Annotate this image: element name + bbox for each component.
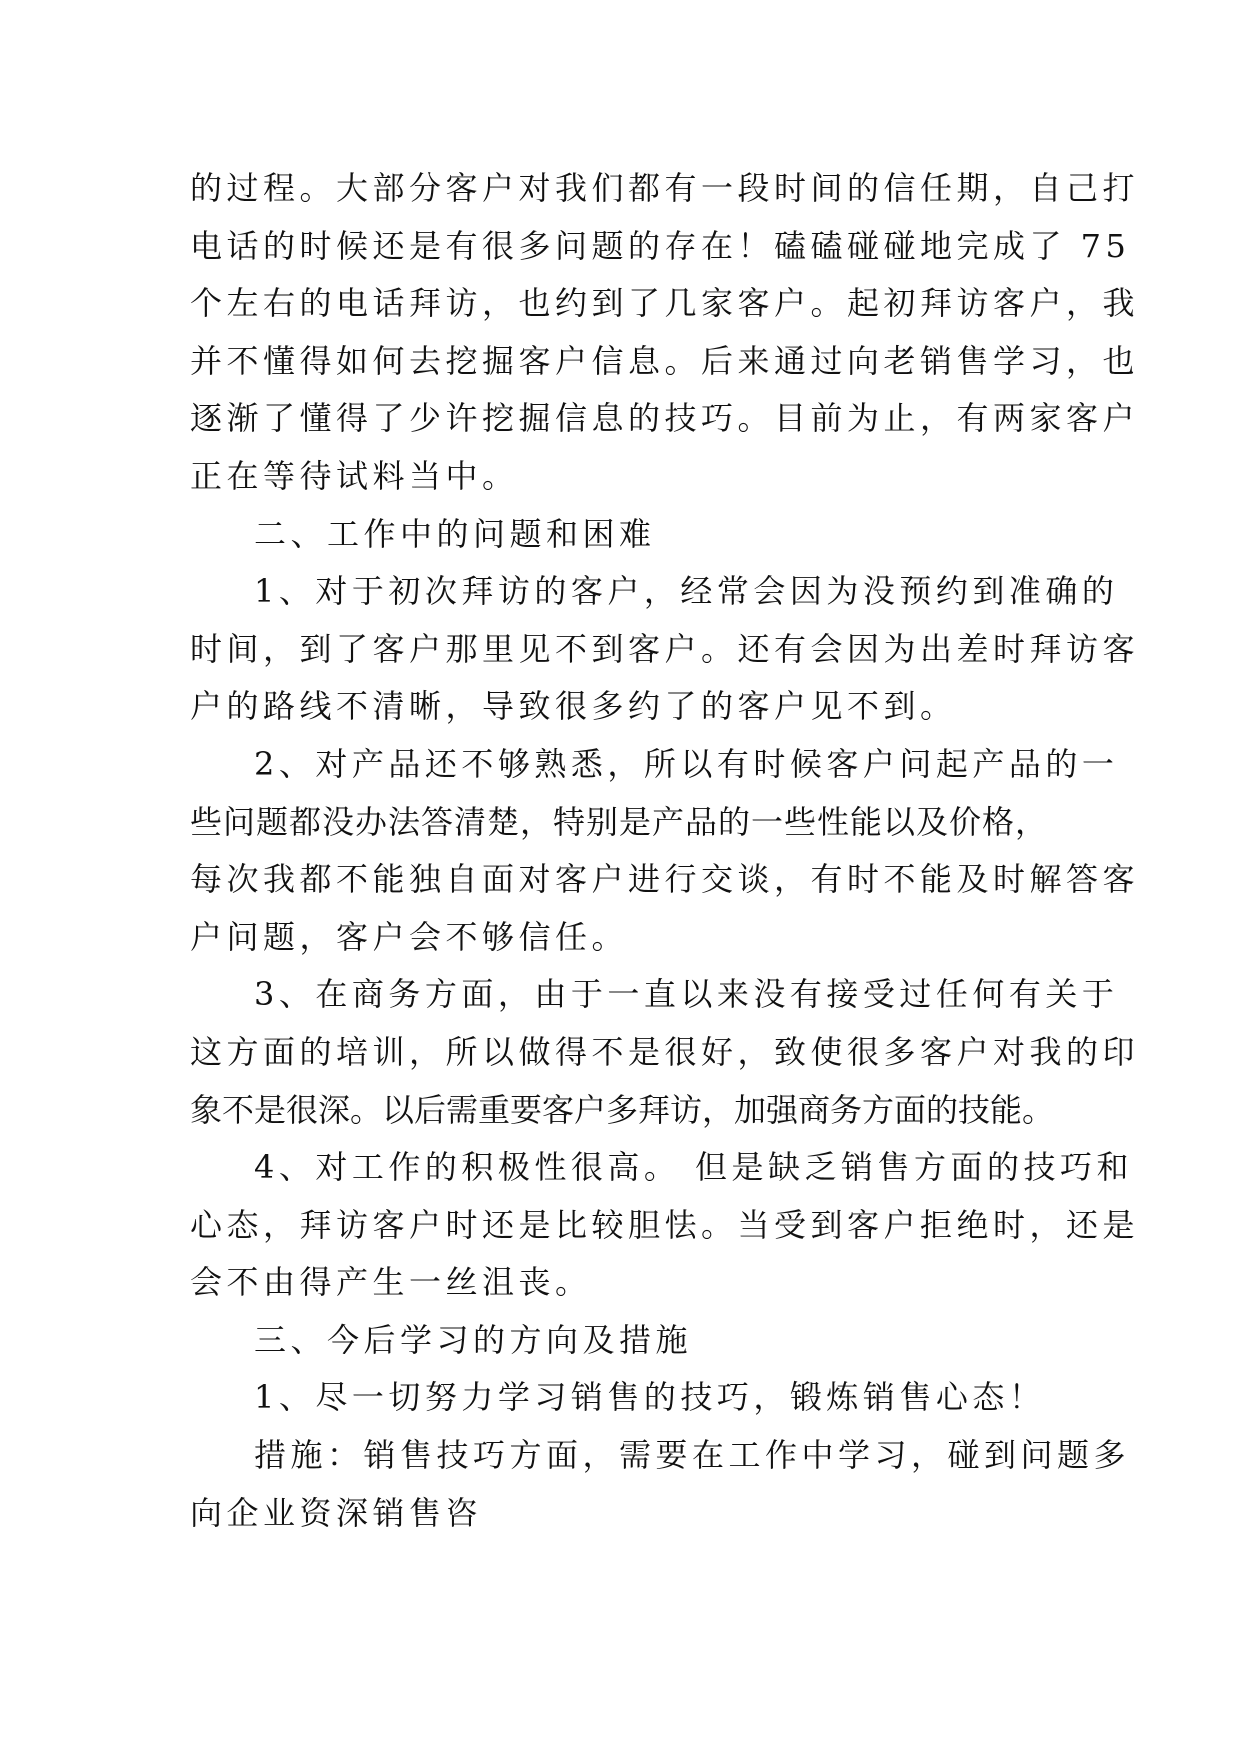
body-line: 每次我都不能独自面对客户进行交谈，有时不能及时解答客	[190, 860, 1140, 899]
body-line: 些问题都没办法答清楚，特别是产品的一些性能以及价格，	[190, 802, 1049, 841]
body-line: 时间，到了客户那里见不到客户。还有会因为出差时拜访客	[190, 629, 1140, 668]
body-line: 户的路线不清晰，导致很多约了的客户见不到。	[190, 687, 957, 726]
body-line: 的过程。大部分客户对我们都有一段时间的信任期，自己打	[190, 169, 1140, 207]
body-line: 心态，拜访客户时还是比较胆怯。当受到客户拒绝时，还是	[190, 1205, 1140, 1244]
body-line: 3、在商务方面，由于一直以来没有接受过任何有关于	[254, 975, 1119, 1014]
body-line: 4、对工作的积极性很高。 但是缺乏销售方面的技巧和	[254, 1148, 1134, 1187]
body-line: 这方面的培训，所以做得不是很好，致使很多客户对我的印	[190, 1032, 1140, 1071]
body-line: 2、对产品还不够熟悉，所以有时候客户问起产品的一	[254, 744, 1119, 783]
body-line: 1、尽一切努力学习销售的技巧，锻炼销售心态！	[254, 1378, 1046, 1417]
section-heading: 三、今后学习的方向及措施	[254, 1320, 693, 1359]
body-line: 措施：销售技巧方面，需要在工作中学习，碰到问题多	[254, 1436, 1131, 1475]
body-line: 1、对于初次拜访的客户，经常会因为没预约到准确的	[254, 572, 1119, 611]
body-line: 向企业资深销售咨	[190, 1493, 483, 1532]
body-line: 正在等待试料当中。	[190, 456, 519, 495]
document-body	[190, 160, 1140, 1542]
body-line: 电话的时候还是有很多问题的存在！磕磕碰碰地完成了 75	[190, 226, 1131, 265]
body-line: 会不由得产生一丝沮丧。	[190, 1263, 592, 1302]
section-heading: 二、工作中的问题和困难	[254, 514, 656, 553]
body-line: 并不懂得如何去挖掘客户信息。后来通过向老销售学习，也	[190, 341, 1140, 380]
body-line: 逐渐了懂得了少许挖掘信息的技巧。目前为止，有两家客户	[190, 399, 1140, 438]
body-line: 象不是很深。以后需重要客户多拜访，加强商务方面的技能。	[190, 1090, 1055, 1129]
body-line: 个左右的电话拜访，也约到了几家客户。起初拜访客户，我	[190, 284, 1140, 323]
body-line: 户问题，客户会不够信任。	[190, 917, 629, 956]
